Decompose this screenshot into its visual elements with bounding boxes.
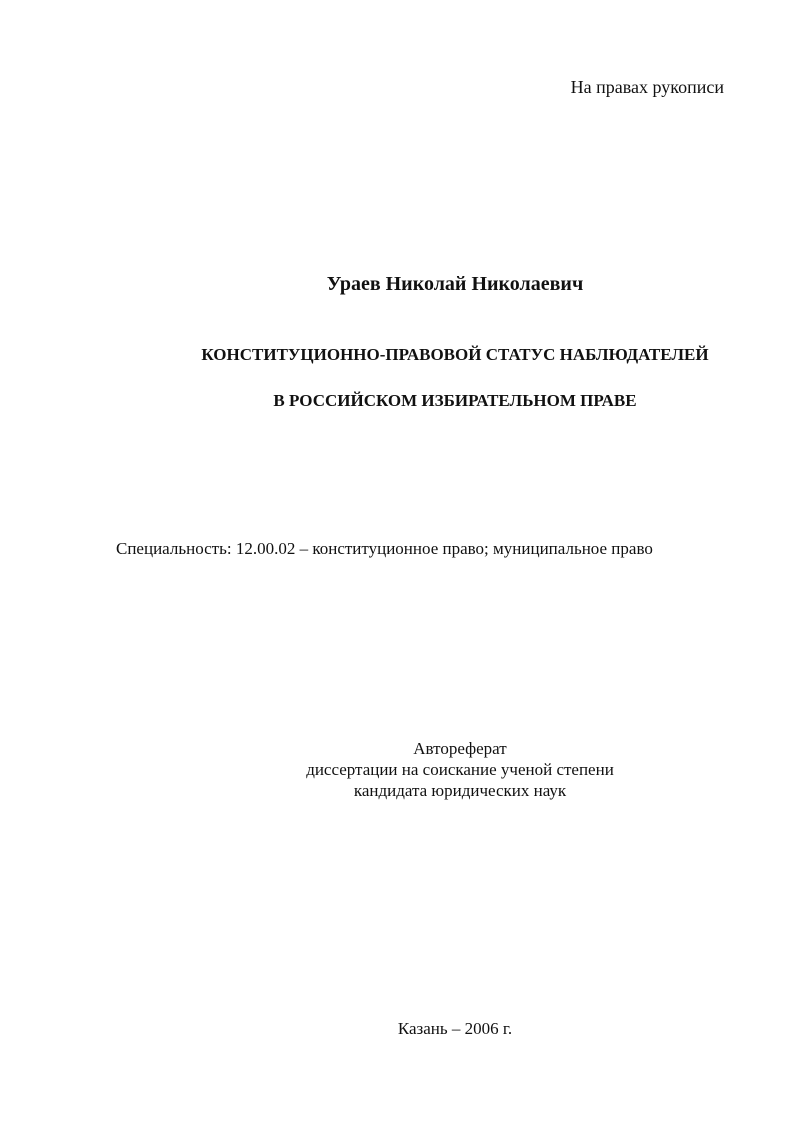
author-name: Ураев Николай Николаевич <box>326 273 584 295</box>
abstract-degree-line: диссертации на соискание ученой степени <box>306 760 614 779</box>
specialty-line: Специальность: 12.00.02 – конституционное право; муниципальное право <box>116 539 653 558</box>
dissertation-title-line-2: В РОССИЙСКОМ ИЗБИРАТЕЛЬНОМ ПРАВЕ <box>273 391 637 410</box>
abstract-field-line: кандидата юридических наук <box>353 781 567 800</box>
dissertation-title-line-1: КОНСТИТУЦИОННО-ПРАВОВОЙ СТАТУС НАБЛЮДАТЕЛЕЙ <box>201 345 709 364</box>
city-year: Казань – 2006 г. <box>397 1019 513 1038</box>
manuscript-note: На правах рукописи <box>570 77 724 97</box>
abstract-label: Автореферат <box>413 739 507 758</box>
abstract-description <box>0 738 800 801</box>
